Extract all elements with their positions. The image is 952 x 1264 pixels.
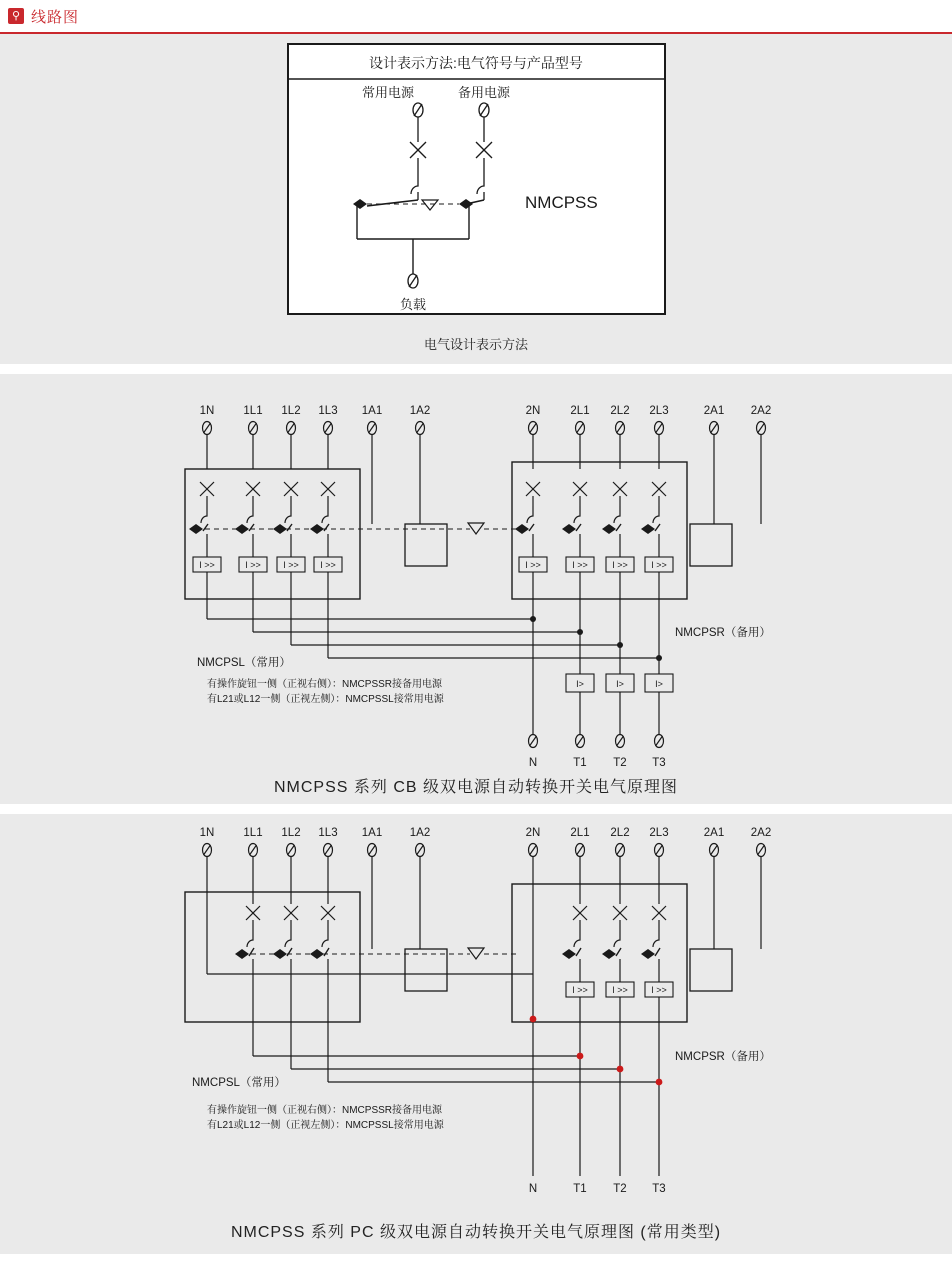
svg-text:I >>: I >> <box>612 560 628 570</box>
aux-box-right <box>690 949 732 991</box>
aux-box-left <box>405 524 447 566</box>
overcurrent-relays-left <box>193 557 342 572</box>
caption-panel-2: NMCPSS 系列 CB 级双电源自动转换开关电气原理图 <box>273 779 679 796</box>
svg-text:2A1: 2A1 <box>703 405 725 417</box>
svg-text:2L2: 2L2 <box>610 405 630 417</box>
svg-text:2N: 2N <box>525 405 541 417</box>
note-line-2: 有L21或L12一侧（正视左侧）：NMCPSSL接常用电源 <box>207 1120 444 1131</box>
svg-text:1N: 1N <box>199 405 215 417</box>
svg-text:I >>: I >> <box>651 560 667 570</box>
top-terminal-labels-left <box>200 827 431 839</box>
note-line-2: 有L21或L12一侧（正视左侧）：NMCPSSL接常用电源 <box>207 694 444 705</box>
svg-text:1A1: 1A1 <box>361 405 383 417</box>
svg-text:2A1: 2A1 <box>703 827 725 839</box>
page-header <box>0 0 952 34</box>
svg-text:T1: T1 <box>573 1183 587 1195</box>
svg-text:1L2: 1L2 <box>281 405 301 417</box>
svg-text:I >>: I >> <box>572 985 588 995</box>
aux-box-right <box>690 524 732 566</box>
fuse-symbols-left <box>246 906 335 920</box>
contacts-right <box>562 948 660 959</box>
svg-text:T2: T2 <box>613 757 627 769</box>
thermal-symbols-right <box>527 506 659 523</box>
svg-text:I >>: I >> <box>525 560 541 570</box>
svg-text:T2: T2 <box>613 1183 627 1195</box>
svg-text:1L1: 1L1 <box>243 405 263 417</box>
svg-text:2L1: 2L1 <box>570 405 590 417</box>
thermal-symbols-left <box>247 930 328 947</box>
svg-text:2L3: 2L3 <box>649 405 669 417</box>
panel-pc-schematic <box>0 814 952 1254</box>
svg-text:I>: I> <box>616 679 624 689</box>
panel-design-representation <box>0 34 952 364</box>
svg-text:2L3: 2L3 <box>649 827 669 839</box>
label-nmcpsl: NMCPSL（常用） <box>192 1077 286 1089</box>
panel-cb-schematic <box>0 374 952 804</box>
overcurrent-relays-right <box>566 982 673 997</box>
svg-text:2A2: 2A2 <box>750 827 772 839</box>
svg-text:1L2: 1L2 <box>281 827 301 839</box>
svg-text:I >>: I >> <box>612 985 628 995</box>
svg-text:2L2: 2L2 <box>610 827 630 839</box>
svg-text:T1: T1 <box>573 757 587 769</box>
svg-text:T3: T3 <box>652 757 666 769</box>
svg-text:2L1: 2L1 <box>570 827 590 839</box>
svg-text:N: N <box>528 757 538 769</box>
bottom-terminal-labels <box>529 1183 666 1195</box>
label-nmcpsr: NMCPSR（备用） <box>675 1051 771 1063</box>
svg-text:1L3: 1L3 <box>318 405 338 417</box>
thermal-symbols-right <box>574 930 659 947</box>
svg-text:I >>: I >> <box>651 985 667 995</box>
diagram-2 <box>0 374 952 774</box>
top-terminal-labels-left <box>200 405 431 417</box>
diagram-3 <box>0 814 952 1219</box>
design-box-title: 设计表示方法:电气符号与产品型号 <box>369 55 583 71</box>
junction-dots <box>530 616 662 661</box>
ct-symbols <box>566 674 673 692</box>
svg-text:2A2: 2A2 <box>750 405 772 417</box>
svg-text:I >>: I >> <box>283 560 299 570</box>
svg-text:1A1: 1A1 <box>361 827 383 839</box>
diagram-1 <box>0 34 952 334</box>
page-title: 线路图 <box>31 8 80 26</box>
junction-dots-red <box>530 1016 663 1086</box>
svg-text:N: N <box>528 1183 538 1195</box>
label-load: 负载 <box>399 297 427 312</box>
label-standby-source: 备用电源 <box>457 85 511 100</box>
svg-text:I >>: I >> <box>572 560 588 570</box>
note-line-1: 有操作旋钮一侧（正视右侧）：NMCPSSR接备用电源 <box>207 679 443 690</box>
thermal-symbols-left <box>201 506 328 523</box>
caption-panel-1: 电气设计表示方法 <box>423 337 528 352</box>
fuse-symbols-left <box>200 482 335 496</box>
svg-text:T3: T3 <box>652 1183 666 1195</box>
label-nmcpsr: NMCPSR（备用） <box>675 627 771 639</box>
svg-text:I >>: I >> <box>199 560 215 570</box>
svg-text:1L3: 1L3 <box>318 827 338 839</box>
label-model: NMCPSS <box>525 193 598 212</box>
overcurrent-relays-right <box>519 557 673 572</box>
aux-box-left <box>405 949 447 991</box>
top-terminal-labels-right <box>526 827 772 839</box>
svg-text:1A2: 1A2 <box>409 827 431 839</box>
contacts-right <box>515 524 660 534</box>
svg-text:2N: 2N <box>525 827 541 839</box>
caption-panel-3: NMCPSS 系列 PC 级双电源自动转换开关电气原理图 (常用类型) <box>230 1224 722 1241</box>
svg-text:1A2: 1A2 <box>409 405 431 417</box>
svg-text:I>: I> <box>576 679 584 689</box>
svg-text:I >>: I >> <box>245 560 261 570</box>
svg-text:1N: 1N <box>199 827 215 839</box>
bottom-terminal-labels <box>529 757 666 769</box>
fuse-symbols-right <box>526 482 666 496</box>
svg-text:I >>: I >> <box>320 560 336 570</box>
svg-text:1L1: 1L1 <box>243 827 263 839</box>
label-normal-source: 常用电源 <box>361 85 415 100</box>
top-terminal-labels-right <box>526 405 772 417</box>
fuse-symbols-right <box>573 906 666 920</box>
label-nmcpsl: NMCPSL（常用） <box>197 657 291 669</box>
note-line-1: 有操作旋钮一侧（正视右侧）：NMCPSSR接备用电源 <box>207 1105 443 1116</box>
search-icon: ⚲ <box>8 8 24 24</box>
svg-text:I>: I> <box>655 679 663 689</box>
